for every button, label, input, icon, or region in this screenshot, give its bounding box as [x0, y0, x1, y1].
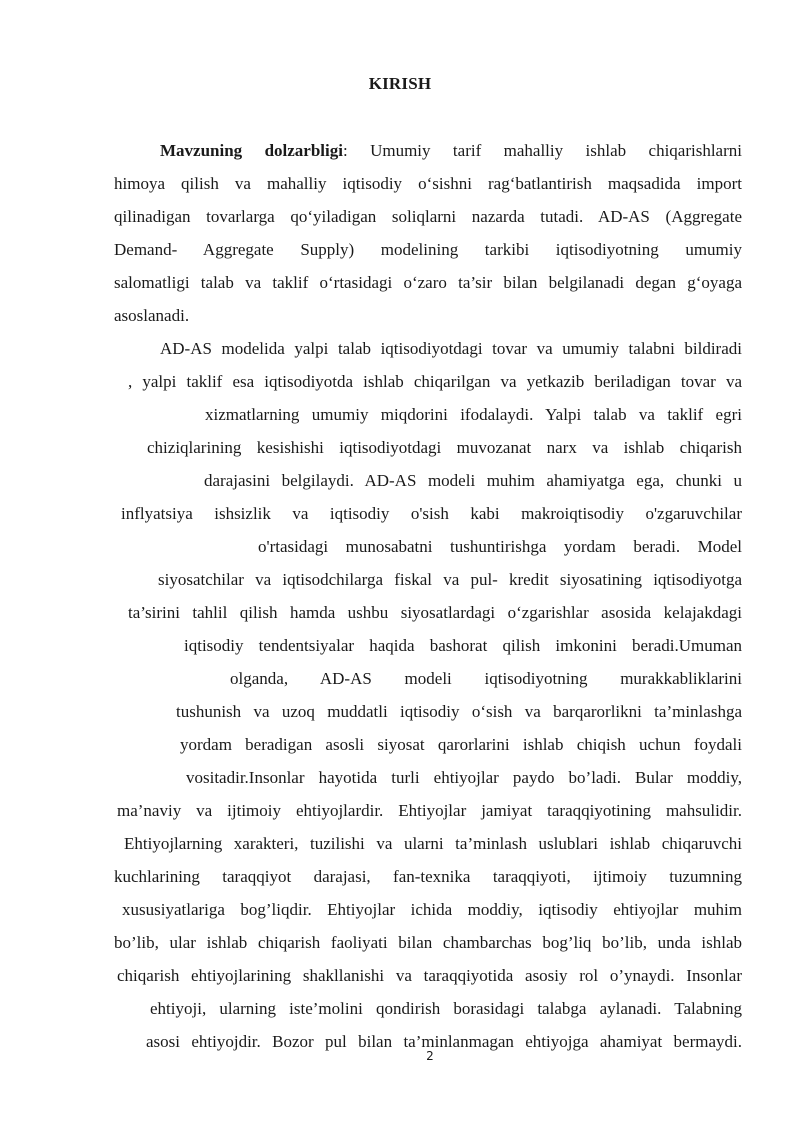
text-line: xizmatlarning umumiy miqdorini ifodalaydi. Yalpi talab va taklif egri — [205, 405, 742, 424]
text-line: ma’naviy va ijtimoiy ehtiyojlardir. Ehtiyojlar jamiyat taraqqiyotining mahsulidir. — [117, 801, 742, 820]
text-line: xususiyatlariga bog’liqdir. Ehtiyojlar ichida moddiy, iqtisodiy ehtiyojlar muhim — [122, 900, 742, 919]
lead-text: : Umumiy tarif mahalliy ishlab chiqarishlarni — [342, 141, 742, 160]
text-line: siyosatchilar va iqtisodchilarga fiskal va pul- kredit siyosatining iqtisodiyotga — [158, 570, 742, 589]
text-line: himoya qilish va mahalliy iqtisodiy o‘sishni rag‘batlantirish maqsadida import — [114, 174, 742, 193]
text-line: iqtisodiy tendentsiyalar haqida bashorat qilish imkonini beradi.Umuman — [184, 636, 742, 655]
text-line: qilinadigan tovarlarga qo‘yiladigan soliqlarni nazarda tutadi. AD-AS (Aggregate — [114, 207, 742, 226]
text-line: asoslanadi. — [114, 306, 190, 325]
text-line: o'rtasidagi munosabatni tushuntirishga yordam beradi. Model — [258, 537, 742, 556]
text-line: bo’lib, ular ishlab chiqarish faoliyati bilan chambarchas bog’liq bo’lib, unda ishlab — [114, 933, 742, 952]
text-line: olganda, AD-AS modeli iqtisodiyotning murakkabliklarini — [230, 669, 742, 688]
page-number: 2 — [426, 1049, 434, 1063]
text-line: chiqarish ehtiyojlarining shakllanishi va taraqqiyotida asosiy rol o’ynaydi. Insonlar — [117, 966, 742, 985]
text-line: ehtiyoji, ularning iste’molini qondirish borasidagi talabga aylanadi. Talabning — [150, 999, 742, 1018]
text-line: Demand- Aggregate Supply) modelining tarkibi iqtisodiyotning umumiy — [114, 240, 742, 259]
text-line: darajasini belgilaydi. AD-AS modeli muhim ahamiyatga ega, chunki u — [204, 471, 742, 490]
text-line: kuchlarining taraqqiyot darajasi, fan-texnika taraqqiyoti, ijtimoiy tuzumning — [114, 867, 742, 886]
text-line: vositadir.Insonlar hayotida turli ehtiyojlar paydo bo’ladi. Bular moddiy, — [186, 768, 742, 787]
text-line: yordam beradigan asosli siyosat qarorlarini ishlab chiqish uchun foydali — [180, 735, 742, 754]
page-title: KIRISH — [368, 74, 432, 93]
text-line: AD-AS modelida yalpi talab iqtisodiyotdagi tovar va umumiy talabni bildiradi — [160, 339, 742, 358]
text-line: , yalpi taklif esa iqtisodiyotda ishlab chiqarilgan va yetkazib beriladigan tovar va — [128, 372, 742, 391]
lead-line — [160, 140, 742, 162]
text-line: ta’sirini tahlil qilish hamda ushbu siyosatlardagi o‘zgarishlar asosida kelajakdagi — [128, 603, 742, 622]
text-line: salomatligi talab va taklif o‘rtasidagi o‘zaro ta’sir bilan belgilanadi degan g‘oyaga — [114, 273, 742, 292]
text-line: asosi ehtiyojdir. Bozor pul bilan ta’minlanmagan ehtiyojga ahamiyat bermaydi. — [146, 1032, 742, 1051]
text-line: Ehtiyojlarning xarakteri, tuzilishi va ularni ta’minlash uslublari ishlab chiqaruvchi — [124, 834, 742, 853]
text-line: tushunish va uzoq muddatli iqtisodiy o‘sish va barqarorlikni ta’minlashga — [176, 702, 742, 721]
lead-heading: Mavzuning dolzarbligi — [160, 141, 343, 160]
text-line: inflyatsiya ishsizlik va iqtisodiy o'sish kabi makroiqtisodiy o'zgaruvchilar — [121, 504, 742, 523]
text-line: chiziqlarining kesishishi iqtisodiyotdagi muvozanat narx va ishlab chiqarish — [147, 438, 742, 457]
